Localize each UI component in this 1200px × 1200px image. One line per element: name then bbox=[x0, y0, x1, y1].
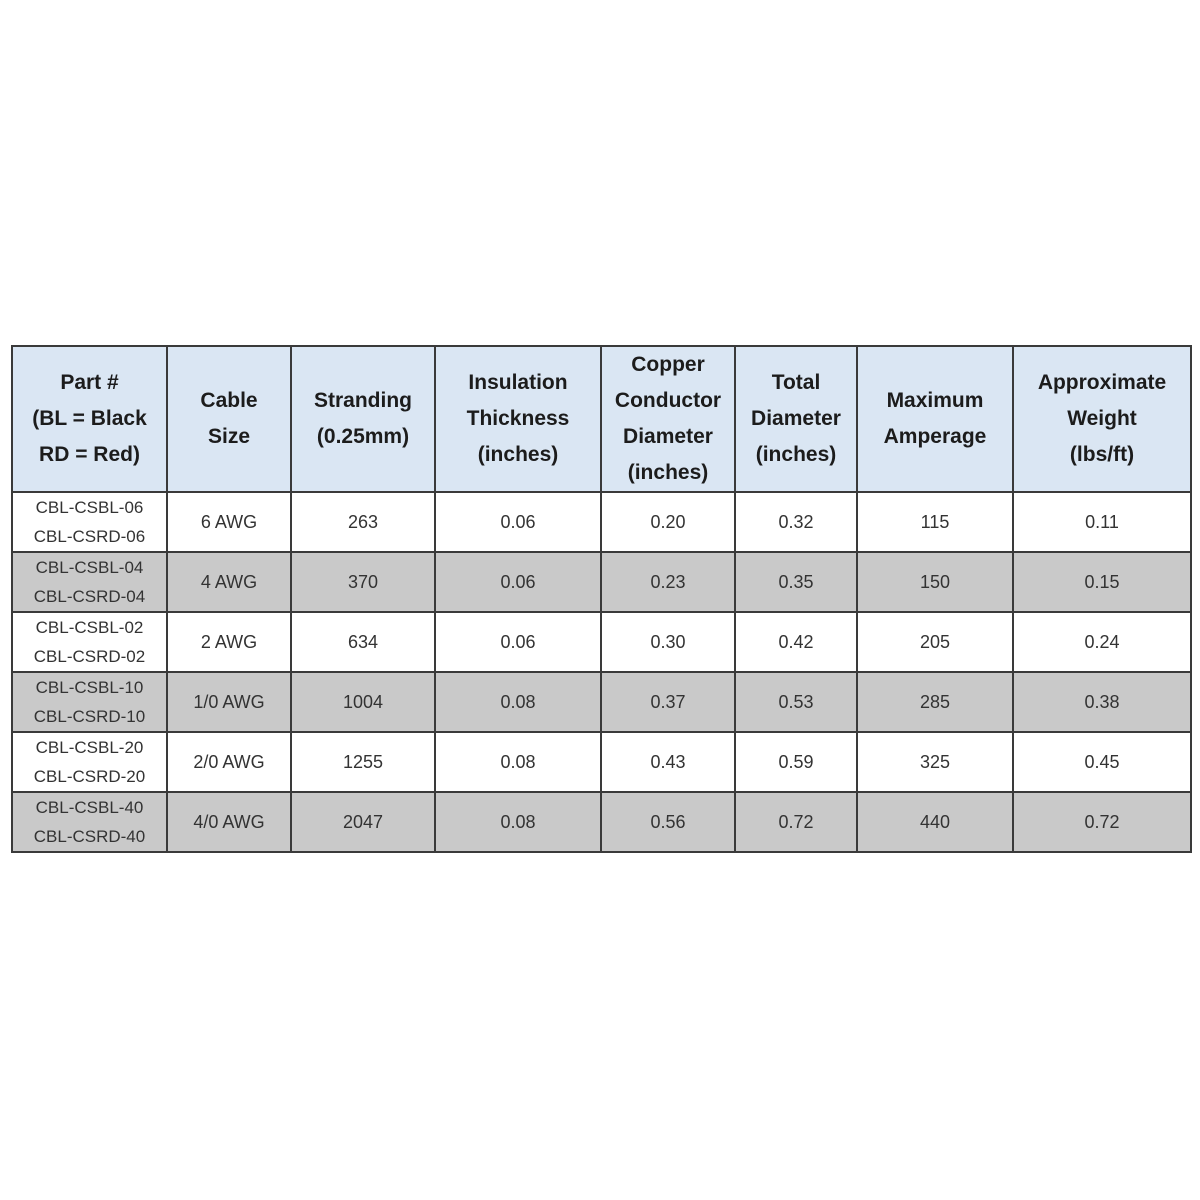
cell-part-number: CBL-CSBL-10 CBL-CSRD-10 bbox=[12, 672, 167, 732]
table-row bbox=[12, 492, 1191, 552]
cell-amperage: 285 bbox=[857, 672, 1013, 732]
cell-total-diameter: 0.53 bbox=[735, 672, 857, 732]
cell-total-diameter: 0.42 bbox=[735, 612, 857, 672]
cell-weight: 0.15 bbox=[1013, 552, 1191, 612]
cell-insulation: 0.08 bbox=[435, 792, 601, 852]
cell-amperage: 115 bbox=[857, 492, 1013, 552]
cell-amperage: 325 bbox=[857, 732, 1013, 792]
cell-insulation: 0.06 bbox=[435, 612, 601, 672]
cell-part-number: CBL-CSBL-06 CBL-CSRD-06 bbox=[12, 492, 167, 552]
cell-weight: 0.72 bbox=[1013, 792, 1191, 852]
cell-cable-size: 4 AWG bbox=[167, 552, 291, 612]
cell-stranding: 1255 bbox=[291, 732, 435, 792]
cell-total-diameter: 0.32 bbox=[735, 492, 857, 552]
table-row bbox=[12, 732, 1191, 792]
table-row bbox=[12, 552, 1191, 612]
cell-weight: 0.11 bbox=[1013, 492, 1191, 552]
header-approximate-weight: Approximate Weight (lbs/ft) bbox=[1013, 346, 1191, 492]
cell-cable-size: 6 AWG bbox=[167, 492, 291, 552]
table-row bbox=[12, 672, 1191, 732]
cell-insulation: 0.06 bbox=[435, 492, 601, 552]
cell-insulation: 0.08 bbox=[435, 672, 601, 732]
header-stranding: Stranding (0.25mm) bbox=[291, 346, 435, 492]
header-maximum-amperage: Maximum Amperage bbox=[857, 346, 1013, 492]
cell-cable-size: 1/0 AWG bbox=[167, 672, 291, 732]
cell-cable-size: 2 AWG bbox=[167, 612, 291, 672]
cell-part-number: CBL-CSBL-40 CBL-CSRD-40 bbox=[12, 792, 167, 852]
cell-weight: 0.38 bbox=[1013, 672, 1191, 732]
cell-weight: 0.45 bbox=[1013, 732, 1191, 792]
header-conductor-diameter: Copper Conductor Diameter (inches) bbox=[601, 346, 735, 492]
cell-stranding: 634 bbox=[291, 612, 435, 672]
cell-weight: 0.24 bbox=[1013, 612, 1191, 672]
cell-conductor-diameter: 0.43 bbox=[601, 732, 735, 792]
header-part-number: Part # (BL = Black RD = Red) bbox=[12, 346, 167, 492]
cell-amperage: 440 bbox=[857, 792, 1013, 852]
cell-cable-size: 4/0 AWG bbox=[167, 792, 291, 852]
cell-conductor-diameter: 0.20 bbox=[601, 492, 735, 552]
cell-part-number: CBL-CSBL-02 CBL-CSRD-02 bbox=[12, 612, 167, 672]
cell-conductor-diameter: 0.37 bbox=[601, 672, 735, 732]
cell-total-diameter: 0.35 bbox=[735, 552, 857, 612]
table-row bbox=[12, 792, 1191, 852]
cell-amperage: 150 bbox=[857, 552, 1013, 612]
cell-insulation: 0.06 bbox=[435, 552, 601, 612]
table-row bbox=[12, 612, 1191, 672]
header-total-diameter: Total Diameter (inches) bbox=[735, 346, 857, 492]
cell-stranding: 370 bbox=[291, 552, 435, 612]
cell-cable-size: 2/0 AWG bbox=[167, 732, 291, 792]
cell-conductor-diameter: 0.56 bbox=[601, 792, 735, 852]
cell-part-number: CBL-CSBL-20 CBL-CSRD-20 bbox=[12, 732, 167, 792]
cell-part-number: CBL-CSBL-04 CBL-CSRD-04 bbox=[12, 552, 167, 612]
header-insulation-thickness: Insulation Thickness (inches) bbox=[435, 346, 601, 492]
cell-insulation: 0.08 bbox=[435, 732, 601, 792]
header-row bbox=[12, 346, 1191, 492]
cell-total-diameter: 0.72 bbox=[735, 792, 857, 852]
cable-spec-table bbox=[11, 345, 1192, 853]
cell-amperage: 205 bbox=[857, 612, 1013, 672]
cell-conductor-diameter: 0.30 bbox=[601, 612, 735, 672]
cell-stranding: 263 bbox=[291, 492, 435, 552]
cell-conductor-diameter: 0.23 bbox=[601, 552, 735, 612]
header-cable-size: Cable Size bbox=[167, 346, 291, 492]
cell-stranding: 1004 bbox=[291, 672, 435, 732]
cell-stranding: 2047 bbox=[291, 792, 435, 852]
cell-total-diameter: 0.59 bbox=[735, 732, 857, 792]
